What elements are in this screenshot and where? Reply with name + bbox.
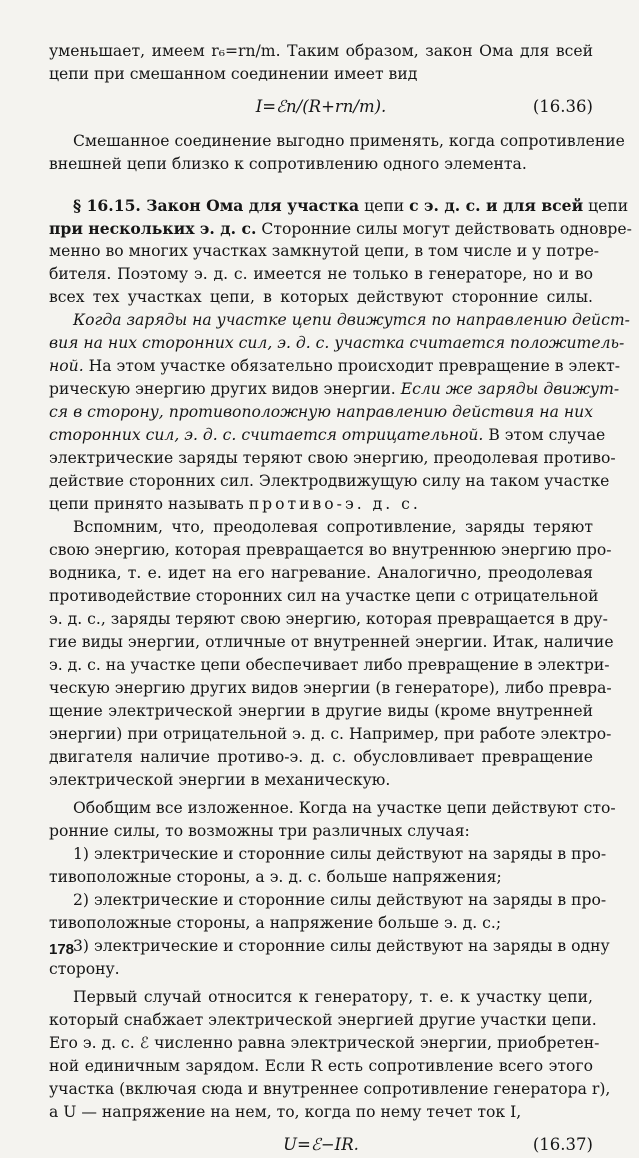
equation-number: (16.36): [532, 97, 593, 116]
text-line: Его э. д. с. ℰ численно равна электрической энергии, приобретен-: [49, 1034, 600, 1052]
text-line: ческую энергию других видов энергии (в генераторе), либо превра-: [49, 679, 612, 697]
text-run: Сторонние силы могут действовать одновре-: [256, 220, 632, 238]
list-item: 3) электрические и сторонние силы действуют на заряды в одну: [73, 937, 610, 955]
text-line: [49, 378, 620, 401]
text-line: [49, 217, 632, 240]
equation-formula: I=ℰn/(R+rn/m).: [255, 97, 387, 116]
text-line: электрические заряды теряют свою энергию, преодолевая противо-: [49, 449, 616, 467]
text-line: [49, 355, 621, 378]
text-run: В этом случае: [483, 426, 606, 444]
text-line: сторону.: [49, 960, 120, 978]
text-line: цепи при смешанном соединении имеет вид: [49, 65, 418, 83]
text-run: На этом участке обязательно происходит превращение в элект-: [83, 357, 621, 375]
equation-16-36: [49, 94, 593, 120]
heading-bold: при нескольких э. д. с.: [49, 219, 257, 238]
text-line: действие сторонних сил. Электродвижущую силу на таком участке: [49, 472, 610, 490]
equation-16-37: [49, 1132, 593, 1158]
text-line: ронние силы, то возможны три различных случая:: [49, 822, 470, 840]
text-line: щение электрической энергии в другие виды (кроме внутренней: [49, 702, 593, 720]
equation-formula: U=ℰ−IR.: [283, 1135, 359, 1154]
text-line: участка (включая сюда и внутреннее сопротивление генератора r),: [49, 1080, 611, 1098]
section-16-15: [49, 194, 632, 516]
text-line: Вспомним, что, преодолевая сопротивление, заряды теряют: [73, 518, 593, 536]
list-item: 2) электрические и сторонние силы действуют на заряды в про-: [73, 891, 607, 909]
italic-run: ной.: [49, 357, 84, 375]
text-line: э. д. с., заряды теряют свою энергию, которая превращается в дру-: [49, 610, 608, 628]
text-line-italic: [49, 332, 625, 355]
text-line: бителя. Поэтому э. д. с. имеется не только в генераторе, но и во: [49, 265, 593, 283]
text-line: свою энергию, которая превращается во внутреннюю энергию про-: [49, 541, 612, 559]
text-line: [49, 424, 606, 447]
paragraph-continuation: [49, 40, 593, 86]
text-line: а U — напряжение на нем, то, когда по нему течет ток I,: [49, 1103, 522, 1121]
text-line-italic: [49, 309, 630, 332]
section-heading: [49, 194, 629, 217]
text-run: рическую энергию других видов энергии.: [49, 380, 396, 398]
text-line: Обобщим все изложенное. Когда на участке цепи действуют сто-: [73, 799, 616, 817]
list-item: 1) электрические и сторонние силы действуют на заряды в про-: [73, 845, 607, 863]
paragraph-recall: [49, 516, 614, 792]
italic-run: вия на них сторонних сил, э. д. с. участка считается положитель-: [49, 334, 625, 352]
text-line: Смешанное соединение выгодно применять, когда сопротивление: [73, 132, 625, 150]
text-line: водника, т. е. идет на его нагревание. Аналогично, преодолевая: [49, 564, 593, 582]
italic-run: Когда заряды на участке цепи движутся по направлению дейст-: [73, 311, 630, 329]
heading-bold: § 16.15. Закон Ома для участка: [73, 196, 360, 215]
paragraph-mixed-connection: [49, 130, 625, 176]
text-line: ной единичным зарядом. Если R есть сопротивление всего этого: [49, 1057, 593, 1075]
text-line: тивоположные стороны, а э. д. с. больше напряжения;: [49, 868, 502, 886]
text-line: двигателя наличие противо-э. д. с. обусловливает превращение: [49, 748, 593, 766]
text-line: э. д. с. на участке цепи обеспечивает либо превращение в электри-: [49, 656, 610, 674]
text-line: энергии) при отрицательной э. д. с. Например, при работе электро-: [49, 725, 612, 743]
spaced-term: противо-э. д. с.: [248, 495, 421, 513]
page-number: 178: [49, 941, 75, 958]
paragraph-generator: [49, 986, 611, 1124]
text-line: [49, 493, 593, 516]
italic-run: сторонних сил, э. д. с. считается отрицательной.: [49, 426, 484, 444]
text-line: тивоположные стороны, а напряжение больше э. д. с.;: [49, 914, 502, 932]
text-line: который снабжает электрической энергией другие участки цепи.: [49, 1011, 597, 1029]
heading-text: цепи: [359, 197, 410, 215]
heading-bold: с э. д. с. и для всей: [409, 196, 584, 215]
heading-text: цепи: [583, 197, 629, 215]
text-line: внешней цепи близко к сопротивлению одного элемента.: [49, 155, 527, 173]
equation-number: (16.37): [532, 1135, 593, 1154]
text-line: Первый случай относится к генератору, т. е. к участку цепи,: [73, 988, 593, 1006]
text-line: противодействие сторонних сил на участке цепи с отрицательной: [49, 587, 599, 605]
text-line: электрической энергии в механическую.: [49, 771, 391, 789]
text-line-italic: [49, 401, 593, 424]
text-run: цепи принято называть: [49, 495, 249, 513]
text-line: гие виды энергии, отличные от внутренней энергии. Итак, наличие: [49, 633, 614, 651]
text-line: уменьшает, имеем r₆=rn/m. Таким образом, закон Ома для всей: [49, 42, 593, 60]
paragraph-summary: [49, 797, 616, 981]
italic-run: Если же заряды движут-: [395, 380, 620, 398]
italic-run: ся в сторону, противоположную направлению действия на них: [49, 403, 593, 421]
text-line: всех тех участках цепи, в которых действуют сторонние силы.: [49, 288, 593, 306]
text-line: менно во многих участках замкнутой цепи, в том числе и у потре-: [49, 242, 600, 260]
